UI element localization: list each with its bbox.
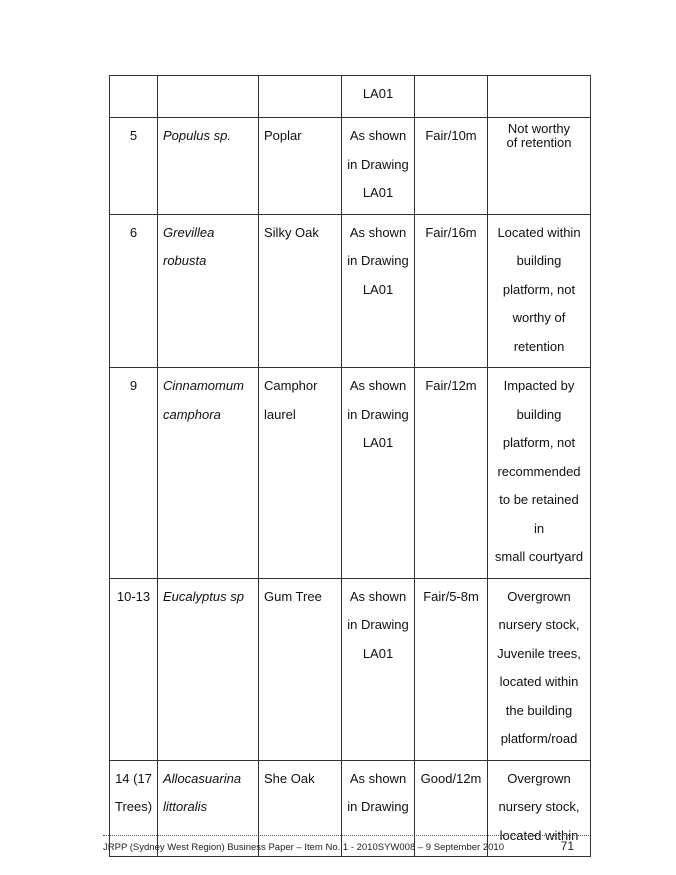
- table-body: [110, 76, 591, 857]
- table-row: [110, 578, 591, 760]
- comments-cell: [488, 578, 591, 760]
- cell-line: robusta: [163, 253, 207, 268]
- cell-line: Juvenile trees,: [497, 645, 581, 661]
- location-cell: [342, 368, 415, 579]
- cell-line: Good/12m: [420, 770, 482, 786]
- cell-line: Grevillea: [163, 224, 215, 240]
- cell-line: As shown: [349, 378, 407, 393]
- cell-line: Gum Tree: [264, 588, 322, 604]
- cell-line: LA01: [362, 435, 394, 450]
- cell-line: LA01: [362, 645, 394, 661]
- cell-line: Trees): [115, 799, 153, 814]
- cell-line: retention: [513, 338, 565, 354]
- cell-line: LA01: [362, 281, 394, 297]
- cell-line: camphora: [163, 406, 221, 422]
- cell-line: 6: [129, 224, 138, 240]
- species-cell: [158, 578, 259, 760]
- tree-number-cell: [110, 118, 158, 215]
- cell-line: building: [516, 406, 562, 422]
- cell-line: building: [516, 253, 562, 268]
- cell-line: laurel: [264, 406, 296, 422]
- cell-line: LA01: [362, 86, 394, 101]
- cell-line: Poplar: [264, 128, 302, 143]
- cell-line: in Drawing: [347, 617, 409, 632]
- species-cell: [158, 214, 259, 368]
- page-number: 71: [560, 839, 574, 853]
- cell-line: 5: [129, 128, 138, 143]
- cell-line: Populus sp.: [163, 128, 231, 143]
- cell-line: As shown: [349, 770, 407, 786]
- table-row: [110, 368, 591, 579]
- footer-rule: [103, 835, 589, 836]
- location-cell: [342, 214, 415, 368]
- location-cell: [342, 118, 415, 215]
- cell-line: Fair/12m: [425, 378, 477, 393]
- cell-line: to be retained in: [499, 492, 579, 536]
- common-name-cell: [259, 118, 342, 215]
- condition-cell: [415, 368, 488, 579]
- species-cell: [158, 118, 259, 215]
- tree-number-cell: [110, 214, 158, 368]
- cell-line: Allocasuarina: [163, 770, 242, 786]
- cell-line: Fair/5-8m: [423, 588, 479, 604]
- location-cell: [342, 578, 415, 760]
- cell-line: worthy of: [512, 310, 566, 325]
- cell-line: nursery stock,: [498, 799, 580, 814]
- cell-line: Overgrown: [507, 588, 571, 604]
- cell-line: the building: [505, 702, 573, 718]
- tree-assessment-table: [109, 75, 591, 857]
- comments-cell: [488, 368, 591, 579]
- table-row: [110, 76, 591, 118]
- condition-cell: [415, 578, 488, 760]
- cell-line: of retention: [506, 135, 572, 150]
- cell-line: small courtyard: [494, 549, 584, 564]
- condition-cell: [415, 76, 488, 118]
- tree-number-cell: [110, 76, 158, 118]
- cell-line: As shown: [349, 588, 407, 604]
- cell-line: LA01: [362, 185, 394, 200]
- tree-number-cell: [110, 368, 158, 579]
- cell-line: Silky Oak: [264, 224, 319, 240]
- cell-line: recommended: [497, 463, 581, 479]
- cell-line: Impacted by: [503, 378, 575, 393]
- cell-line: in Drawing: [347, 156, 409, 172]
- common-name-cell: [259, 368, 342, 579]
- comments-cell: [488, 214, 591, 368]
- cell-line: Cinnamomum: [163, 378, 244, 393]
- cell-line: littoralis: [163, 799, 208, 814]
- comments-cell: [488, 76, 591, 118]
- cell-line: As shown: [349, 224, 407, 240]
- location-cell: [342, 76, 415, 118]
- comments-cell: [488, 118, 591, 215]
- condition-cell: [415, 118, 488, 215]
- cell-line: platform/road: [500, 731, 578, 746]
- condition-cell: [415, 214, 488, 368]
- cell-line: platform, not: [502, 281, 576, 297]
- cell-line: 14 (17: [115, 770, 152, 786]
- cell-line: Located within: [497, 224, 581, 240]
- cell-line: 9: [129, 378, 138, 393]
- common-name-cell: [259, 76, 342, 118]
- cell-line: Camphor: [264, 378, 318, 393]
- cell-line: Eucalyptus sp: [163, 588, 244, 604]
- common-name-cell: [259, 578, 342, 760]
- footer-text: JRPP (Sydney West Region) Business Paper – Item No. 1 - 2010SYW008 – 9 September 2010: [103, 842, 504, 853]
- table-row: [110, 118, 591, 215]
- species-cell: [158, 76, 259, 118]
- cell-line: Not worthy: [507, 121, 571, 136]
- cell-line: in Drawing: [347, 799, 409, 814]
- common-name-cell: [259, 214, 342, 368]
- cell-line: As shown: [349, 128, 407, 143]
- cell-line: platform, not: [502, 435, 576, 450]
- cell-line: 10-13: [116, 588, 151, 604]
- cell-line: in Drawing: [347, 253, 409, 268]
- cell-line: located within: [499, 674, 579, 689]
- cell-line: Fair/16m: [425, 224, 477, 240]
- cell-line: in Drawing: [347, 406, 409, 422]
- species-cell: [158, 368, 259, 579]
- cell-line: nursery stock,: [498, 617, 580, 632]
- cell-line: located within: [499, 827, 579, 843]
- cell-line: She Oak: [264, 770, 315, 786]
- cell-line: Fair/10m: [425, 128, 477, 143]
- tree-number-cell: [110, 578, 158, 760]
- cell-line: Overgrown: [507, 770, 571, 786]
- table-row: [110, 214, 591, 368]
